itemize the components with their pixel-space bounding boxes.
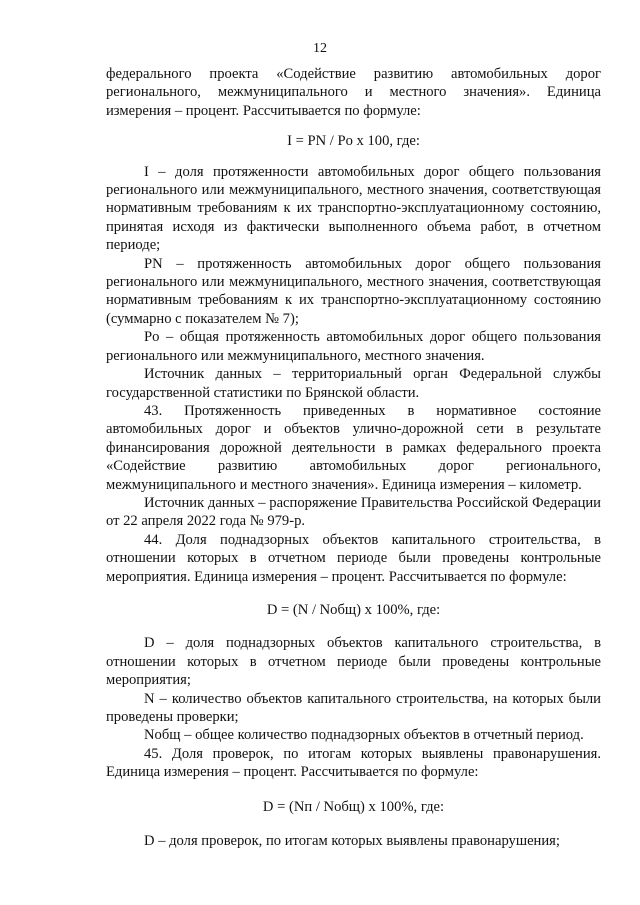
item-44-paragraph: 44. Доля поднадзорных объектов капитального строительства, в отношении которых в отчетном периоде были проведены контрольные мероприятия. Единица измерения – процент. Рассчитывается по формуле: xyxy=(106,531,601,585)
definition-pn: PN – протяженность автомобильных дорог общего пользования регионального или межмуниципального, местного значения, соответствующая нормативным требованиям к их транспортно-эксплуатационному состоянию (суммарно с показателем № 7); xyxy=(106,255,601,327)
definition-i: I – доля протяженности автомобильных дорог общего пользования регионального или межмуниципального, местного значения, соответствующая нормативным требованиям к их транспортно-эксплуатационному состоянию, принятая исходя из фактически выполненного объема работ, в отчетном периоде; xyxy=(106,163,601,254)
definition-po: Po – общая протяженность автомобильных дорог общего пользования регионального или межмуниципального, местного значения. xyxy=(106,329,601,364)
definition-n-total: Nобщ – общее количество поднадзорных объектов в отчетный период. xyxy=(144,727,584,744)
formula-share-supervised-objects: D = (N / Nобщ) x 100%, где: xyxy=(266,601,441,618)
formula-share-road-length: I = PN / Po x 100, где: xyxy=(287,133,420,150)
data-source-statistics: Источник данных – территориальный орган Федеральной службы государственной статистики по Брянской области. xyxy=(106,366,601,401)
document-body xyxy=(106,65,601,850)
formula-share-inspections: D = (Nп / Nобщ) x 100%, где: xyxy=(262,798,445,815)
definition-n: N – количество объектов капитального строительства, на которых были проведены проверки; xyxy=(106,690,601,725)
definition-d-inspections: D – доля проверок, по итогам которых выявлены правонарушения; xyxy=(144,833,560,850)
item-45-paragraph: 45. Доля проверок, по итогам которых выявлены правонарушения. Единица измерения – процент. Рассчитывается по формуле: xyxy=(106,745,601,781)
data-source-government-order: Источник данных – распоряжение Правительства Российской Федерации от 22 апреля 2022 года № 979-р. xyxy=(106,494,601,530)
paragraph-intro: федерального проекта «Содействие развитию автомобильных дорог регионального, межмуниципального и местного значения». Единица измерения – процент. Рассчитывается по формуле: xyxy=(106,66,601,119)
page-number: 12 xyxy=(313,41,327,56)
definition-d-objects: D – доля поднадзорных объектов капитального строительства, в отношении которых в отчетном периоде были проведены контрольные мероприятия; xyxy=(106,635,601,689)
item-43-paragraph: 43. Протяженность приведенных в нормативное состояние автомобильных дорог и объектов улично-дорожной сети в результате финансирования дорожной деятельности в рамках федерального проекта «Содействие развитию автомобильных дорог регионального, межмуниципального и местного значения». Единица измерения – километр. xyxy=(106,402,601,493)
